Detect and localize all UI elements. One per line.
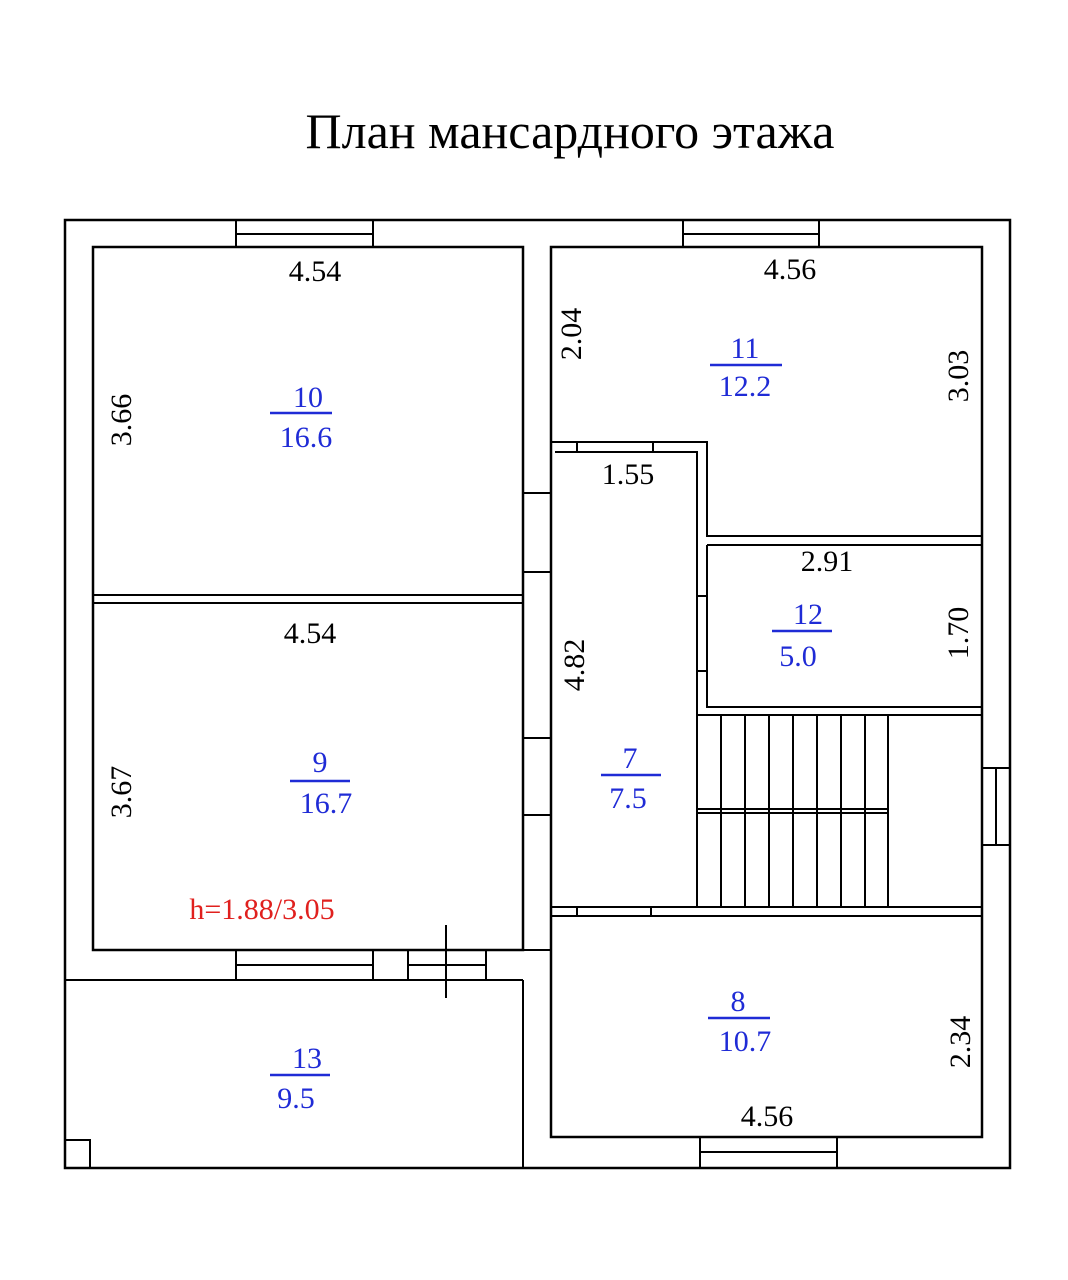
room7-area: 7.5: [609, 782, 647, 815]
room8-label: [708, 985, 771, 1058]
room12-area: 5.0: [779, 640, 817, 673]
room9-area: 16.7: [299, 787, 353, 820]
room9-label: [290, 746, 352, 820]
room11-width: 4.56: [763, 253, 817, 286]
room8-number: 8: [730, 985, 746, 1018]
room10-area: 16.6: [279, 421, 333, 454]
room10-width: 4.54: [288, 255, 342, 288]
plan-title: План мансардного этажа: [305, 103, 835, 159]
outer-walls: [65, 220, 1010, 1168]
room11-area: 12.2: [718, 370, 772, 403]
room10-depth: 3.66: [105, 393, 138, 447]
staircase: [697, 715, 888, 907]
room8-depth: 2.34: [944, 1015, 977, 1069]
room10-label: [270, 381, 332, 454]
room7-depth: 4.82: [558, 638, 591, 692]
room12-depth: 1.70: [942, 606, 975, 660]
room8-area: 10.7: [718, 1025, 772, 1058]
room12-label: [772, 598, 832, 673]
room10-number: 10: [293, 381, 323, 414]
room13-label: [270, 1042, 330, 1115]
room9-width: 4.54: [283, 617, 337, 650]
corridor-walls: [551, 442, 982, 916]
room13-area: 9.5: [277, 1082, 315, 1115]
room9-number: 9: [312, 746, 328, 779]
doors: [523, 493, 551, 815]
room12-number: 12: [793, 598, 823, 631]
room11-number: 11: [730, 332, 760, 365]
room7-number: 7: [622, 742, 638, 775]
room12-width: 2.91: [800, 545, 854, 578]
room7-label: [601, 742, 661, 815]
room11-depth: 3.03: [942, 349, 975, 403]
height-note: h=1.88/3.05: [189, 893, 335, 926]
room7-width: 1.55: [601, 458, 655, 491]
room8-width: 4.56: [740, 1100, 794, 1133]
windows: [236, 220, 1010, 1168]
room9-depth: 3.67: [105, 765, 138, 819]
room11-label: [710, 332, 782, 403]
room11-extra: 2.04: [555, 307, 588, 361]
room13-number: 13: [292, 1042, 322, 1075]
